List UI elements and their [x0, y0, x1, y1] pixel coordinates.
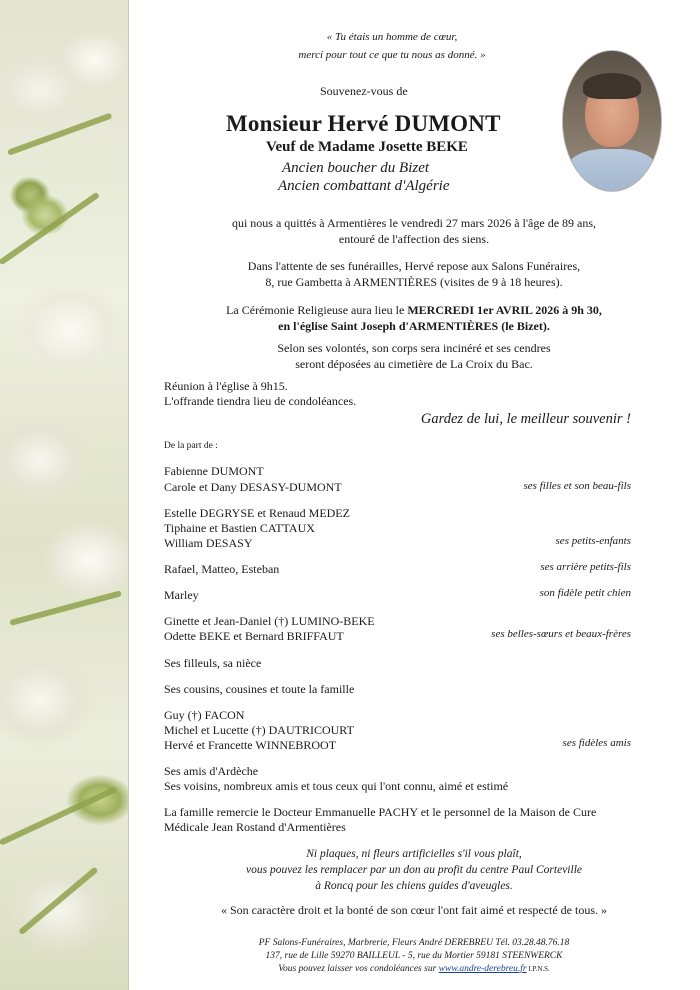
text-line: 8, rue Gambetta à ARMENTIÈRES (visites de 9 à 18 heures). — [265, 275, 563, 289]
widower-line: Veuf de Madame Josette BEKE — [266, 139, 468, 155]
reunion-text: Réunion à l'église à 9h15. — [164, 379, 288, 393]
rest-paragraph — [128, 258, 700, 290]
family-relation: ses arrière petits-fils — [540, 561, 631, 573]
text-line: Dans l'attente de ses funérailles, Hervé repose aux Salons Funéraires, — [247, 259, 581, 273]
footer-line: 137, rue de Lille 59270 BAILLEUL - 5, rue du Mortier 59181 STEENWERCK — [265, 951, 563, 961]
family-name: Tiphaine et Bastien CATTAUX — [164, 521, 315, 535]
family-name: Odette BEKE et Bernard BRIFFAUT — [164, 629, 344, 643]
footer-line: Vous pouvez laisser vos condoléances sur www.andre-derebreu.fr I.P.N.S. — [278, 964, 550, 974]
text-line: Selon ses volontés, son corps sera incinéré et ses cendres — [277, 341, 551, 355]
family-name: Carole et Dany DESASY-DUMONT — [164, 480, 342, 494]
epigraph-line: merci pour tout ce que tu nous as donné. » — [298, 49, 486, 61]
souvenez-text: Souvenez-vous de — [320, 84, 408, 98]
family-name: Ses filleuls, sa nièce — [164, 656, 262, 670]
epigraph — [272, 28, 512, 64]
footer-line: PF Salons-Funéraires, Marbrerie, Fleurs André DEREBREU Tél. 03.28.48.76.18 — [258, 938, 570, 948]
flowers-note — [128, 846, 700, 894]
condolences-link[interactable]: www.andre-derebreu.fr — [438, 964, 527, 974]
floral-border-image — [0, 0, 129, 990]
family-name: Michel et Lucette (†) DAUTRICOURT — [164, 723, 354, 737]
family-name: William DESASY — [164, 536, 253, 550]
text-line: vous pouvez les remplacer par un don au profit du centre Paul Corteville — [246, 864, 582, 876]
thanks-line: La famille remercie le Docteur Emmanuelle PACHY et le personnel de la Maison de Cure — [164, 805, 597, 819]
family-name: Fabienne DUMONT — [164, 464, 264, 478]
family-relation: son fidèle petit chien — [539, 587, 631, 599]
family-name: Ses voisins, nombreux amis et tous ceux qui l'ont connu, aimé et estimé — [164, 779, 509, 793]
family-relation: ses belles-sœurs et beaux-frères — [491, 628, 631, 640]
text-line: en l'église Saint Joseph d'ARMENTIÈRES (le Bizet). — [278, 319, 550, 333]
family-relation: ses fidèles amis — [562, 737, 631, 749]
family-name: Rafael, Matteo, Esteban — [164, 562, 280, 576]
thanks-line: Médicale Jean Rostand d'Armentières — [164, 820, 346, 834]
family-intro: De la part de : — [164, 441, 218, 451]
text-line: Ni plaques, ni fleurs artificielles s'il vous plaît, — [306, 848, 522, 860]
epigraph-line: « Tu étais un homme de cœur, — [326, 31, 458, 43]
gardez-text: Gardez de lui, le meilleur souvenir ! — [420, 411, 631, 427]
family-name: Estelle DEGRYSE et Renaud MEDEZ — [164, 506, 350, 520]
text-line: La Cérémonie Religieuse aura lieu le MERCREDI 1er AVRIL 2026 à 9h 30, — [226, 303, 602, 317]
family-name: Ses amis d'Ardèche — [164, 764, 259, 778]
occupation-line: Ancien boucher du Bizet — [282, 160, 430, 176]
obituary-content — [128, 0, 700, 990]
family-relation: ses petits-enfants — [555, 535, 631, 547]
family-name: Ses cousins, cousines et toute la famille — [164, 682, 355, 696]
text-line: entouré de l'affection des siens. — [338, 232, 490, 246]
family-relation: ses filles et son beau-fils — [523, 480, 631, 492]
portrait-photo — [562, 50, 662, 192]
text-line: seront déposées au cimetière de La Croix du Bac. — [295, 357, 533, 371]
offrande-text: L'offrande tiendra lieu de condoléances. — [164, 394, 357, 408]
text-line: qui nous a quittés à Armentières le vendredi 27 mars 2026 à l'âge de 89 ans, — [231, 216, 597, 230]
ceremony-paragraph — [128, 302, 700, 334]
deceased-name: Monsieur Hervé DUMONT — [226, 111, 501, 136]
death-paragraph — [128, 215, 700, 247]
text-line: à Roncq pour les chiens guides d'aveugles. — [315, 880, 513, 892]
family-name: Hervé et Francette WINNEBROOT — [164, 738, 337, 752]
family-name: Ginette et Jean-Daniel (†) LUMINO-BEKE — [164, 614, 375, 628]
family-name: Marley — [164, 588, 199, 602]
funeral-home-footer — [128, 937, 700, 976]
family-name: Guy (†) FACON — [164, 708, 245, 722]
veteran-line: Ancien combattant d'Algérie — [278, 178, 450, 194]
closing-quote: « Son caractère droit et la bonté de son cœur l'ont fait aimé et respecté de tous. » — [220, 903, 608, 917]
cremation-paragraph — [128, 340, 700, 372]
